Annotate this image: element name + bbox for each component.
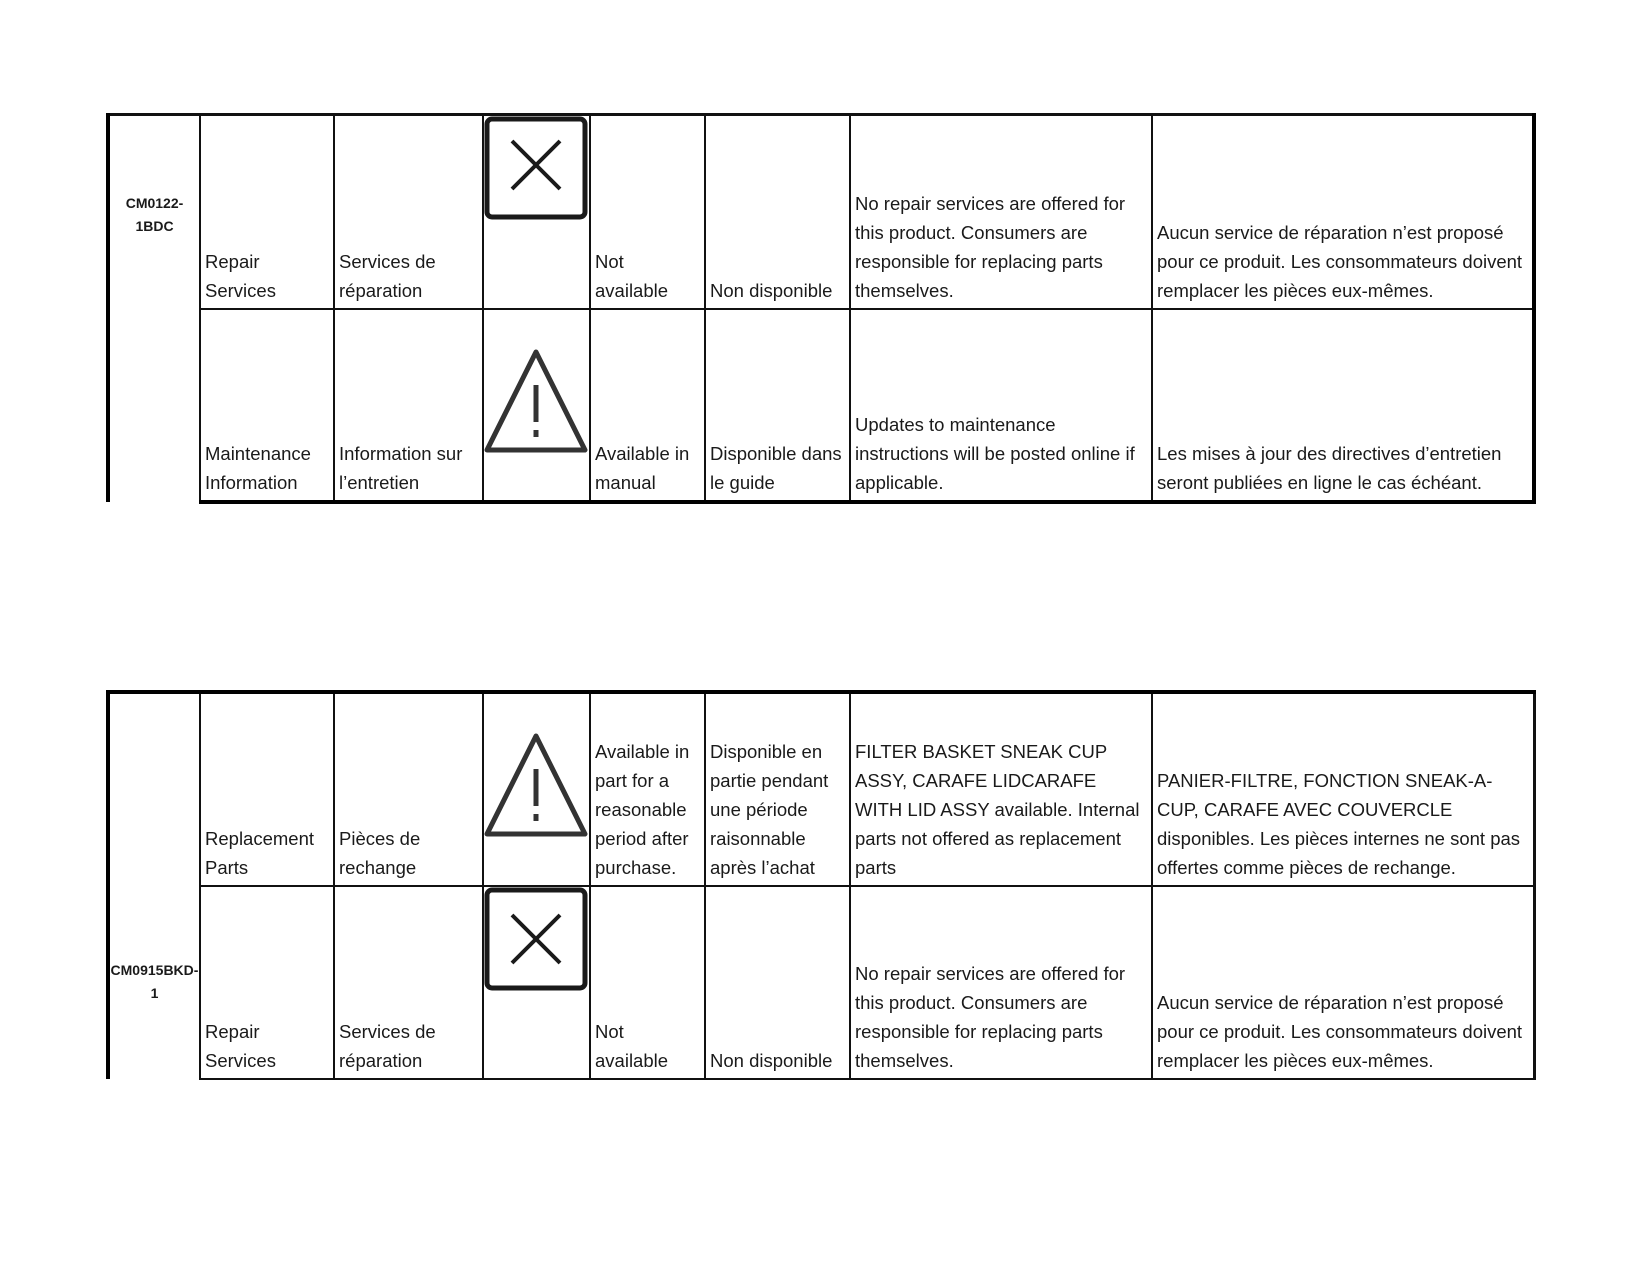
status-fr: Non disponible bbox=[705, 886, 850, 1079]
repairability-table-cm0122 bbox=[106, 113, 1536, 504]
details-en: No repair services are offered for this product. Consumers are responsible for replacing parts themselves. bbox=[850, 886, 1152, 1079]
status-en: Not available bbox=[590, 115, 705, 309]
details-en: FILTER BASKET SNEAK CUP ASSY, CARAFE LIDCARAFE WITH LID ASSY available. Internal parts not offered as replacement parts bbox=[850, 692, 1152, 886]
category-en: Repair Services bbox=[200, 886, 334, 1079]
status-en: Available in manual bbox=[590, 309, 705, 502]
warning-triangle-icon bbox=[484, 310, 589, 460]
details-fr: PANIER-FILTRE, FONCTION SNEAK-A-CUP, CARAFE AVEC COUVERCLE disponibles. Les pièces internes ne sont pas offertes comme pièces de rechange. bbox=[1152, 692, 1534, 886]
details-fr: Aucun service de réparation n’est proposé pour ce produit. Les consommateurs doivent remplacer les pièces eux-mêmes. bbox=[1152, 115, 1534, 309]
details-en: No repair services are offered for this product. Consumers are responsible for replacing parts themselves. bbox=[850, 115, 1152, 309]
model-number: CM0122-1BDC bbox=[108, 115, 200, 502]
status-en: Available in part for a reasonable period after purchase. bbox=[590, 692, 705, 886]
x-box-icon bbox=[484, 887, 589, 995]
category-fr: Services de réparation bbox=[334, 886, 483, 1079]
table-row bbox=[108, 692, 1534, 886]
status-icon-cell bbox=[483, 692, 590, 886]
table-row bbox=[108, 309, 1534, 502]
status-fr: Disponible dans le guide bbox=[705, 309, 850, 502]
status-fr: Non disponible bbox=[705, 115, 850, 309]
warning-triangle-icon bbox=[484, 694, 589, 844]
table-row bbox=[108, 886, 1534, 1079]
category-en: Replacement Parts bbox=[200, 692, 334, 886]
status-icon-cell bbox=[483, 886, 590, 1079]
table-row bbox=[108, 115, 1534, 309]
details-en: Updates to maintenance instructions will be posted online if applicable. bbox=[850, 309, 1152, 502]
category-en: Repair Services bbox=[200, 115, 334, 309]
status-en: Not available bbox=[590, 886, 705, 1079]
x-box-icon bbox=[484, 116, 589, 224]
status-icon-cell bbox=[483, 309, 590, 502]
details-fr: Aucun service de réparation n’est proposé pour ce produit. Les consommateurs doivent remplacer les pièces eux-mêmes. bbox=[1152, 886, 1534, 1079]
repairability-table-cm0915 bbox=[106, 690, 1536, 1080]
category-en: Maintenance Information bbox=[200, 309, 334, 502]
details-fr: Les mises à jour des directives d’entretien seront publiées en ligne le cas échéant. bbox=[1152, 309, 1534, 502]
category-fr: Services de réparation bbox=[334, 115, 483, 309]
model-number: CM0915BKD-1 bbox=[108, 692, 200, 1079]
category-fr: Information sur l’entretien bbox=[334, 309, 483, 502]
status-icon-cell bbox=[483, 115, 590, 309]
category-fr: Pièces de rechange bbox=[334, 692, 483, 886]
status-fr: Disponible en partie pendant une période raisonnable après l’achat bbox=[705, 692, 850, 886]
